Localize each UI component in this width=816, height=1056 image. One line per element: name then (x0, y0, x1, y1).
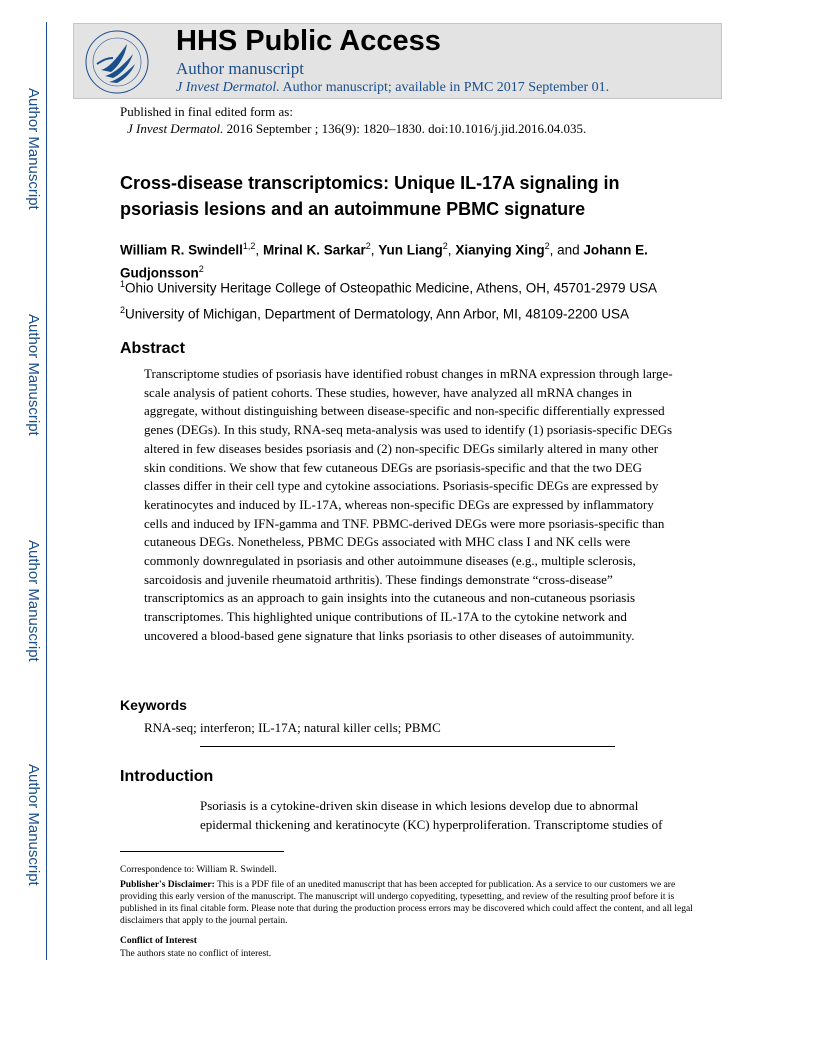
author-name: Johann E. Gudjonsson (120, 242, 648, 280)
keywords-heading: Keywords (120, 697, 187, 713)
banner-title: HHS Public Access (176, 25, 441, 57)
introduction-heading: Introduction (120, 768, 214, 785)
banner-subtitle: Author manuscript (176, 59, 304, 78)
affiliation-2: $^2$University of Michigan, Department of Dermatology, Ann Arbor, MI, 48109-2200 USA (120, 305, 630, 322)
author-name: Mrinal K. Sarkar (262, 242, 366, 258)
banner-journal-line: J Invest Dermatol. Author manuscript; available in PMC 2017 September 01. (176, 80, 610, 95)
published-label: Published in final edited form as: (120, 104, 293, 119)
keywords-list: RNA-seq; interferon; IL-17A; natural killer cells; PBMC (144, 720, 441, 735)
side-rule (46, 22, 47, 960)
publisher-disclaimer: Publisher's Disclaimer: This is a PDF file of an unedited manuscript that has been accepted for publication. As a service to our customers we are providing this early version of the manuscript. The manuscript will undergo copyediting, typesetting, and review of the resulting proof before it is published in its final citable form. Please note that during the production process errors may be discovered which could affect the content, and all legal disclaimers that apply to the journal pertain. (120, 880, 693, 926)
introduction-body: Psoriasis is a cytokine-driven skin disease in which lesions develop due to abnormal epidermal thickening and keratinocyte (KC) hyperproliferation. Transcriptome studies of (200, 798, 663, 832)
citation: J Invest Dermatol. 2016 September ; 136(9): 1820–1830. doi:10.1016/j.jid.2016.04.035. (127, 121, 587, 136)
footnote-divider (120, 851, 284, 852)
keywords-divider (200, 746, 615, 747)
hhs-banner (73, 23, 722, 99)
author-name: William R. Swindell (120, 242, 243, 258)
abstract-heading: Abstract (120, 340, 185, 357)
affiliation-1: $^1$Ohio University Heritage College of Osteopathic Medicine, Athens, OH, 45701-2979 USA (120, 279, 658, 296)
author-name: Xianying Xing (455, 242, 545, 258)
hhs-eagle-seal-icon (83, 28, 151, 96)
author-list: William R. Swindell$^{1,2}$, Mrinal K. Sarkar$^2$, Yun Liang$^2$, Xianying Xing$^2$, and Johann E. Gudjonsson$^2$ (120, 241, 648, 280)
author-name: Yun Liang (378, 242, 443, 258)
conflict-heading: Conflict of Interest (120, 936, 197, 946)
correspondence-note: Correspondence to: William R. Swindell. (120, 865, 277, 875)
abstract-body: Transcriptome studies of psoriasis have identified robust changes in mRNA expression through large-scale analysis of patient cohorts. These studies, however, have analyzed all mRNA changes in aggregate, without distinguishing between disease-specific and non-specific differentially expressed genes (DEGs). In this study, RNA-seq meta-analysis was used to identify (1) psoriasis-specific DEGs altered in few diseases besides psoriasis and (2) non-specific DEGs similarly altered in many other skin conditions. We show that few cutaneous DEGs are psoriasis-specific and that the two DEG classes differ in their cell type and cytokine associations. Psoriasis-specific DEGs are expressed by keratinocytes and induced by IL-17A, whereas non-specific DEGs are expressed by inflammatory cells and induced by IFN-gamma and TNF. PBMC-derived DEGs were more psoriasis-specific than cutaneous DEGs. Nonetheless, PBMC DEGs associated with MHC class I and NK cells were commonly downregulated in psoriasis and other autoimmune diseases (e.g., multiple sclerosis, sarcoidosis and juvenile rheumatoid arthritis). These findings demonstrate “cross-disease” transcriptomics as an approach to gain insights into the cutaneous and non-cutaneous psoriasis transcriptomes. This highlighted unique contributions of IL-17A to the cytokine network and uncovered a blood-based gene signature that links psoriasis to other diseases of autoimmunity. (144, 366, 673, 643)
paper-title: Cross-disease transcriptomics: Unique IL-17A signaling in psoriasis lesions and an autoimmune PBMC signature (120, 173, 620, 219)
conflict-text: The authors state no conflict of interest. (120, 949, 272, 959)
